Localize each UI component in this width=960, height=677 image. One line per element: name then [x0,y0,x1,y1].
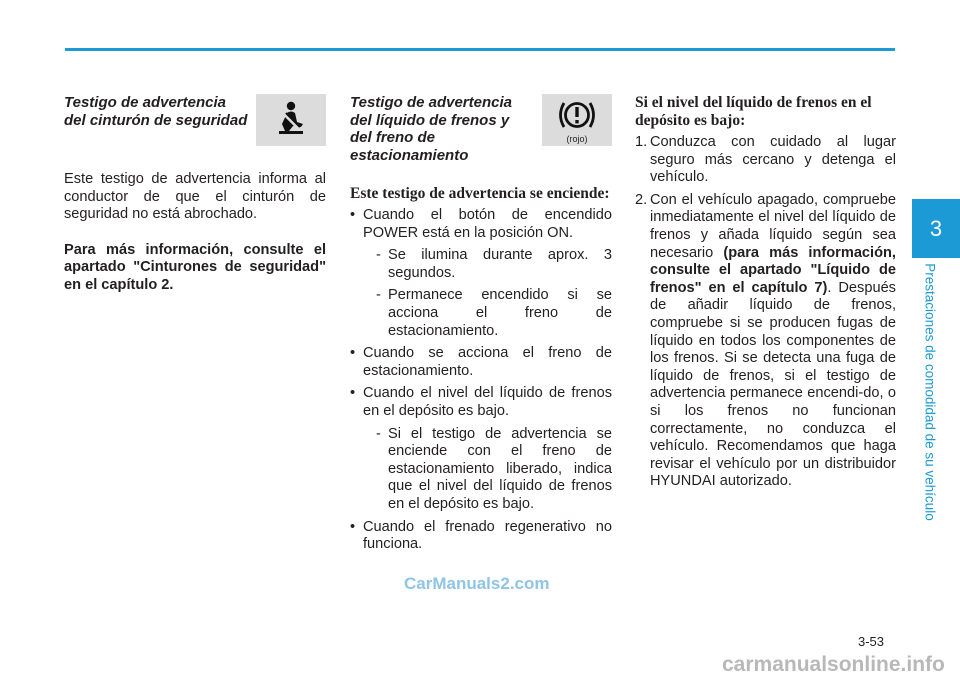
low-fluid-steps [635,134,896,491]
brake-conditions-list [350,207,612,554]
seatbelt-heading-row [64,94,326,146]
list-item-text: Cuando el botón de encendido POWER está en la posición ON. [363,207,612,241]
list-item [350,519,612,554]
list-item-text: Cuando se acciona el freno de estacionamiento. [363,345,612,379]
seatbelt-reference: Para más información, consulte el apartado "Cinturones de seguridad" en el capítulo 2. [64,241,326,293]
page-number: 3-53 [858,634,885,649]
sub-item: - Permanece encendido si se acciona el freno de estacionamiento. [376,287,612,340]
column-seatbelt [64,94,326,295]
header-rule [65,48,895,51]
seatbelt-warning-icon [269,100,313,140]
seatbelt-heading: Testigo de advertencia del cinturón de seguridad [64,94,248,129]
seatbelt-icon-box [256,94,326,146]
brake-heading: Testigo de advertencia del líquido de frenos y del freno de estacionamiento [350,94,512,164]
column-brake-warning [350,94,612,559]
list-item [635,134,896,187]
chapter-tab: 3 [912,199,960,258]
step-number: 2. [635,191,648,208]
list-item [350,385,612,513]
icon-caption: (rojo) [566,133,588,144]
watermark-top: CarManuals2.com [404,574,550,593]
chapter-title [921,252,939,532]
brake-subheading: Este testigo de advertencia se enciende: [350,185,610,202]
step-reference: (para más información, consulte el apartado "Líquido de frenos" en el capítulo 7) [650,244,896,296]
chapter-title-text: Prestaciones de comodidad de su vehículo [922,263,938,521]
seatbelt-description: Este testigo de advertencia informa al conductor de que el cinturón de seguridad no está abrochado. [64,171,326,223]
watermark-bottom: carmanualsonline.info [722,653,945,676]
list-item [350,207,612,340]
sub-item: - Si el testigo de advertencia se enciende con el freno de estacionamiento liberado, indica que el nivel del líquido de frenos en el depósito es bajo. [376,426,612,514]
step-text-cont: . Después de añadir líquido de frenos, compruebe si se producen fugas de líquido en todos los componentes de los frenos. Si se detecta una fuga de líquido de frenos, si el testigo de advertencia permanece encendi-do, o si los frenos no funcionan correctamente, no conduzca el vehículo. Recomendamos que haga revisar el vehículo por un distribuidor HYUNDAI autorizado. [650,279,896,490]
low-fluid-subheading: Si el nivel del líquido de frenos en el depósito es bajo: [635,94,872,129]
list-item [635,192,896,491]
list-item [350,345,612,380]
step-number: 1. [635,134,648,150]
brake-warning-icon [555,97,599,133]
brake-icon-box [542,94,612,146]
step-text: Conduzca con cuidado al lugar seguro más cercano y detenga el vehículo. [650,134,896,186]
step-text: Con el vehículo apagado, compruebe inmediatamente el nivel del líquido de frenos y añada líquido según sea necesario [650,191,896,261]
brake-heading-row [350,94,612,164]
list-item-text: Cuando el frenado regenerativo no funciona. [363,518,612,553]
sub-item: - Se ilumina durante aprox. 3 segundos. [376,247,612,282]
list-item-text: Cuando el nivel del líquido de frenos en el depósito es bajo. [363,385,612,419]
column-low-fluid [635,94,896,496]
